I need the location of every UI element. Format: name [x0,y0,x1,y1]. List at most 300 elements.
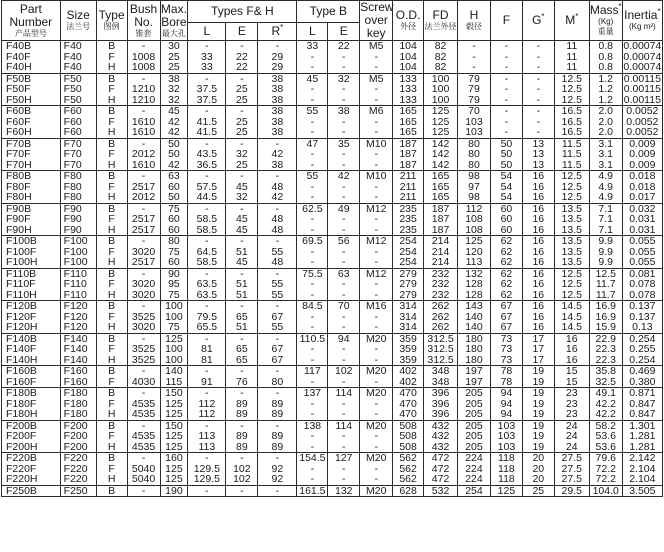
cell-b-l: 137 [297,388,328,399]
cell-b-e: 56 [328,236,360,247]
cell-max-bore: 25 [160,52,188,63]
cell-m: 12.5 [554,95,589,106]
cell-fd: 262 [424,301,458,312]
cell-f: 62 [490,236,522,247]
cell-fd: 312.5 [424,344,458,355]
cell-type: B [96,388,127,399]
cell-od: 165 [393,106,424,117]
cell-m: 14.5 [554,301,589,312]
cell-fd: 187 [424,225,458,236]
cell-f: 118 [490,464,522,475]
cell-fd: 396 [424,409,458,420]
cell-h: 80 [458,160,491,171]
cell-type: F [96,84,127,95]
cell-type: F [96,149,127,160]
header-m-label: M [565,13,576,27]
cell-screw-over-key: - [360,214,393,225]
cell-b-l: - [297,344,328,355]
cell-fh-r: 55 [258,322,297,333]
cell-part-number: F140B [2,333,61,344]
cell-h: 205 [458,399,491,410]
cell-size: F140 [60,333,96,344]
cell-bush-no: - [127,236,160,247]
cell-fd: 532 [424,485,458,497]
cell-f: 67 [490,322,522,333]
cell-type: H [96,62,127,73]
cell-part-number: F220F [2,464,61,475]
cell-fh-r: 48 [258,257,297,268]
cell-b-l: - [297,62,328,73]
table-row [2,485,663,497]
header-fd-zh: 法兰外径 [424,22,457,31]
cell-h: 180 [458,355,491,366]
cell-inertia: 2.104 [622,464,662,475]
cell-b-l: 110.5 [297,333,328,344]
cell-b-e: 102 [328,366,360,377]
cell-f: 103 [490,420,522,431]
table-row [2,73,663,84]
cell-fh-l: 58.5 [188,214,226,225]
cell-bush-no: 1610 [127,117,160,128]
cell-od: 402 [393,366,424,377]
cell-mass: 7.1 [589,203,622,214]
header-od-zh: 外径 [400,22,417,31]
cell-size: F50 [60,95,96,106]
cell-fd: 432 [424,442,458,453]
cell-fh-e: - [226,485,258,497]
cell-b-l: - [297,192,328,203]
cell-mass: 22.3 [589,344,622,355]
header-mass-unit: (Kg) [598,17,614,26]
table-row [2,52,663,63]
cell-b-l: - [297,127,328,138]
cell-od: 562 [393,453,424,464]
cell-fh-l: 91 [188,377,226,388]
cell-h: 80 [458,138,491,149]
cell-b-e: - [328,182,360,193]
cell-size: F100 [60,247,96,258]
cell-fh-l: 41.5 [188,117,226,128]
cell-bush-no: - [127,388,160,399]
cell-b-l: 55 [297,106,328,117]
cell-size: F70 [60,149,96,160]
cell-f: 125 [490,485,522,497]
cell-size: F70 [60,160,96,171]
cell-mass: 2.0 [589,117,622,128]
cell-fh-r: - [258,485,297,497]
table-row [2,344,663,355]
cell-part-number: F50F [2,84,61,95]
cell-mass: 3.1 [589,138,622,149]
cell-fh-l: 129.5 [188,464,226,475]
cell-b-l: - [297,117,328,128]
cell-fh-r: - [258,138,297,149]
table-row [2,160,663,171]
cell-part-number: F70F [2,149,61,160]
cell-inertia: 0.137 [622,312,662,323]
cell-fh-e: 32 [226,149,258,160]
cell-mass: 9.9 [589,257,622,268]
cell-fd: 232 [424,290,458,301]
cell-fh-l: - [188,106,226,117]
cell-fd: 125 [424,127,458,138]
cell-b-e: - [328,279,360,290]
cell-f: - [490,117,522,128]
cell-fh-l: 112 [188,399,226,410]
cell-fh-r: - [258,366,297,377]
cell-b-l: 138 [297,420,328,431]
cell-b-e: - [328,377,360,388]
cell-type: B [96,236,127,247]
cell-fh-e: 65 [226,312,258,323]
cell-max-bore: 190 [160,485,188,497]
header-h-zh: 毂径 [465,22,482,31]
cell-fh-l: - [188,268,226,279]
cell-bush-no: 3020 [127,322,160,333]
cell-g: 13 [522,160,554,171]
cell-g: - [522,73,554,84]
cell-bush-no: - [127,301,160,312]
cell-fd: 82 [424,41,458,52]
cell-m: 16 [554,344,589,355]
cell-od: 314 [393,312,424,323]
cell-bush-no: 5040 [127,474,160,485]
cell-type: H [96,322,127,333]
header-size-label: Size [66,8,90,22]
cell-bush-no: 4535 [127,431,160,442]
cell-inertia: 0.018 [622,182,662,193]
table-row [2,236,663,247]
cell-fh-e: - [226,203,258,214]
cell-fd: 214 [424,247,458,258]
cell-size: F220 [60,453,96,464]
cell-b-l: 84.5 [297,301,328,312]
cell-screw-over-key: M12 [360,268,393,279]
cell-part-number: F100H [2,257,61,268]
cell-fd: 142 [424,138,458,149]
cell-b-l: - [297,312,328,323]
cell-m: 14.5 [554,312,589,323]
cell-inertia: 0.255 [622,344,662,355]
cell-fh-l: 37.5 [188,84,226,95]
header-type-label: Type [98,8,125,22]
cell-b-e: - [328,431,360,442]
cell-g: - [522,95,554,106]
cell-max-bore: 42 [160,117,188,128]
cell-fh-l: 81 [188,344,226,355]
cell-b-e: - [328,247,360,258]
cell-f: 50 [490,138,522,149]
table-row [2,431,663,442]
cell-m: 15 [554,366,589,377]
cell-screw-over-key: - [360,290,393,301]
cell-h: 108 [458,214,491,225]
cell-size: F160 [60,366,96,377]
cell-m: 13.5 [554,247,589,258]
cell-size: F180 [60,409,96,420]
cell-mass: 4.9 [589,171,622,182]
cell-f: 94 [490,399,522,410]
table-row [2,312,663,323]
cell-fh-l: 33 [188,52,226,63]
header-h-label: H [469,8,479,22]
cell-size: F60 [60,127,96,138]
cell-inertia: 0.017 [622,192,662,203]
cell-fh-e: - [226,366,258,377]
cell-f: 103 [490,431,522,442]
cell-mass: 11.7 [589,290,622,301]
cell-fh-r: - [258,41,297,52]
cell-inertia: 0.078 [622,279,662,290]
cell-fh-r: 48 [258,225,297,236]
cell-size: F220 [60,474,96,485]
cell-f: - [490,52,522,63]
cell-b-l: - [297,149,328,160]
cell-fd: 214 [424,257,458,268]
cell-m: 27.5 [554,474,589,485]
cell-fh-l: - [188,203,226,214]
cell-max-bore: 125 [160,399,188,410]
cell-mass: 1.2 [589,84,622,95]
cell-fh-r: 92 [258,474,297,485]
cell-part-number: F110H [2,290,61,301]
cell-f: 60 [490,225,522,236]
header-mass-label: Mass [589,3,619,17]
cell-b-l: 62.5 [297,203,328,214]
cell-bush-no: 4535 [127,409,160,420]
cell-size: F80 [60,192,96,203]
cell-fh-e: 25 [226,84,258,95]
cell-part-number: F90H [2,225,61,236]
cell-max-bore: 95 [160,279,188,290]
cell-type: H [96,160,127,171]
cell-b-l: - [297,279,328,290]
cell-f: 78 [490,377,522,388]
cell-h: 224 [458,474,491,485]
cell-h: 79 [458,95,491,106]
cell-inertia: 0.081 [622,268,662,279]
header-m [554,1,589,41]
header-max-bore-label: Max. Bore [160,1,187,29]
cell-m: 12.5 [554,192,589,203]
cell-part-number: F220B [2,453,61,464]
cell-m: 12.5 [554,290,589,301]
cell-fh-l: - [188,333,226,344]
cell-b-e: 94 [328,333,360,344]
cell-fh-e: - [226,41,258,52]
cell-h: 128 [458,290,491,301]
table-row [2,453,663,464]
cell-size: F40 [60,52,96,63]
cell-g: 16 [522,247,554,258]
cell-m: 24 [554,420,589,431]
cell-h: 98 [458,171,491,182]
cell-inertia: 0.00074 [623,40,662,52]
header-type [96,1,127,41]
cell-h: 108 [458,225,491,236]
cell-inertia: 0.871 [622,388,662,399]
cell-mass: 0.8 [589,52,622,63]
cell-b-e: - [328,290,360,301]
cell-od: 211 [393,171,424,182]
cell-type: F [96,52,127,63]
cell-bush-no: - [127,453,160,464]
cell-screw-over-key: - [360,127,393,138]
cell-m: 13.5 [554,203,589,214]
cell-m: 27.5 [554,453,589,464]
cell-size: F110 [60,290,96,301]
cell-od: 165 [393,117,424,128]
cell-fd: 432 [424,431,458,442]
cell-fh-l: 58.5 [188,257,226,268]
cell-type: H [96,192,127,203]
cell-fd: 165 [424,182,458,193]
cell-part-number: F80F [2,182,61,193]
cell-fh-l: 63.5 [188,290,226,301]
cell-b-e: - [328,344,360,355]
cell-mass: 11.7 [589,279,622,290]
cell-bush-no: 2517 [127,257,160,268]
cell-screw-over-key: - [360,409,393,420]
cell-fh-e: 65 [226,355,258,366]
cell-bush-no: 1210 [127,84,160,95]
cell-h: - [458,62,491,73]
header-inertia [622,1,662,41]
cell-b-l: - [297,474,328,485]
cell-type: F [96,431,127,442]
cell-part-number: F110F [2,279,61,290]
cell-size: F200 [60,431,96,442]
cell-f: - [490,84,522,95]
cell-od: 279 [393,279,424,290]
cell-g: 20 [522,464,554,475]
cell-mass: 12.5 [589,268,622,279]
cell-h: 98 [458,192,491,203]
header-bush-no-zh: 锥套 [135,28,152,38]
cell-max-bore: 60 [160,257,188,268]
cell-screw-over-key: - [360,279,393,290]
cell-od: 508 [393,420,424,431]
cell-fh-r: - [258,453,297,464]
cell-b-l: - [297,84,328,95]
header-bush-no-label: Bush No. [129,1,158,29]
cell-fh-r: 55 [258,279,297,290]
header-part-number [2,1,61,41]
cell-part-number: F80H [2,192,61,203]
cell-m: 16.5 [554,127,589,138]
cell-fd: 100 [424,73,458,84]
cell-b-e: - [328,474,360,485]
cell-max-bore: 75 [160,290,188,301]
cell-od: 187 [393,138,424,149]
cell-part-number: F160B [2,366,61,377]
cell-od: 165 [393,127,424,138]
cell-od: 104 [393,41,424,52]
cell-b-e: - [328,95,360,106]
cell-f: 54 [490,192,522,203]
table-row [2,192,663,203]
cell-size: F120 [60,322,96,333]
cell-fh-e: 25 [226,95,258,106]
cell-b-e: 132 [328,485,360,497]
cell-b-e: - [328,312,360,323]
cell-m: 13.5 [554,214,589,225]
cell-mass: 42.2 [589,399,622,410]
cell-f: 60 [490,214,522,225]
cell-type: F [96,312,127,323]
cell-m: 12.5 [554,73,589,84]
cell-m: 13.5 [554,236,589,247]
cell-type: H [96,225,127,236]
cell-inertia: 0.13 [622,322,662,333]
cell-bush-no: 5040 [127,464,160,475]
cell-type: H [96,409,127,420]
cell-max-bore: 100 [160,312,188,323]
cell-od: 470 [393,388,424,399]
table-row [2,41,663,52]
cell-fh-r: 38 [258,95,297,106]
cell-part-number: F40F [2,52,61,63]
cell-b-e: - [328,442,360,453]
cell-fh-l: 43.5 [188,149,226,160]
cell-m: 12.5 [554,171,589,182]
table-row [2,182,663,193]
cell-m: 11.5 [554,149,589,160]
cell-m: 11 [554,62,589,73]
cell-screw-over-key: M20 [360,366,393,377]
cell-bush-no: 3020 [127,279,160,290]
cell-fh-r: - [258,420,297,431]
cell-fh-l: 129.5 [188,474,226,485]
cell-fh-r: 67 [258,312,297,323]
cell-od: 133 [393,73,424,84]
cell-inertia: 0.031 [622,214,662,225]
table-row [2,117,663,128]
cell-fd: 165 [424,171,458,182]
cell-b-l: 55 [297,171,328,182]
cell-max-bore: 42 [160,127,188,138]
cell-od: 254 [393,247,424,258]
cell-m: 12.5 [554,268,589,279]
cell-fh-l: - [188,420,226,431]
cell-fh-e: 51 [226,290,258,301]
cell-screw-over-key: - [360,344,393,355]
cell-mass: 79.6 [589,453,622,464]
cell-max-bore: 90 [160,268,188,279]
header-fh-e: E [226,23,258,41]
cell-fh-r: 89 [258,442,297,453]
cell-b-e: - [328,257,360,268]
cell-part-number: F70B [2,138,61,149]
cell-b-l: - [297,464,328,475]
cell-max-bore: 115 [160,377,188,388]
header-screw-over-key: Screw over key [360,0,394,40]
cell-g: - [522,117,554,128]
table-row [2,355,663,366]
cell-b-e: 32 [328,73,360,84]
cell-mass: 2.0 [589,127,622,138]
cell-part-number: F100B [2,236,61,247]
cell-size: F120 [60,312,96,323]
cell-mass: 16.9 [589,312,622,323]
cell-part-number: F180B [2,388,61,399]
cell-od: 104 [393,62,424,73]
table-row [2,214,663,225]
cell-max-bore: 80 [160,236,188,247]
cell-b-e: - [328,117,360,128]
cell-screw-over-key: M12 [360,236,393,247]
table-row [2,474,663,485]
